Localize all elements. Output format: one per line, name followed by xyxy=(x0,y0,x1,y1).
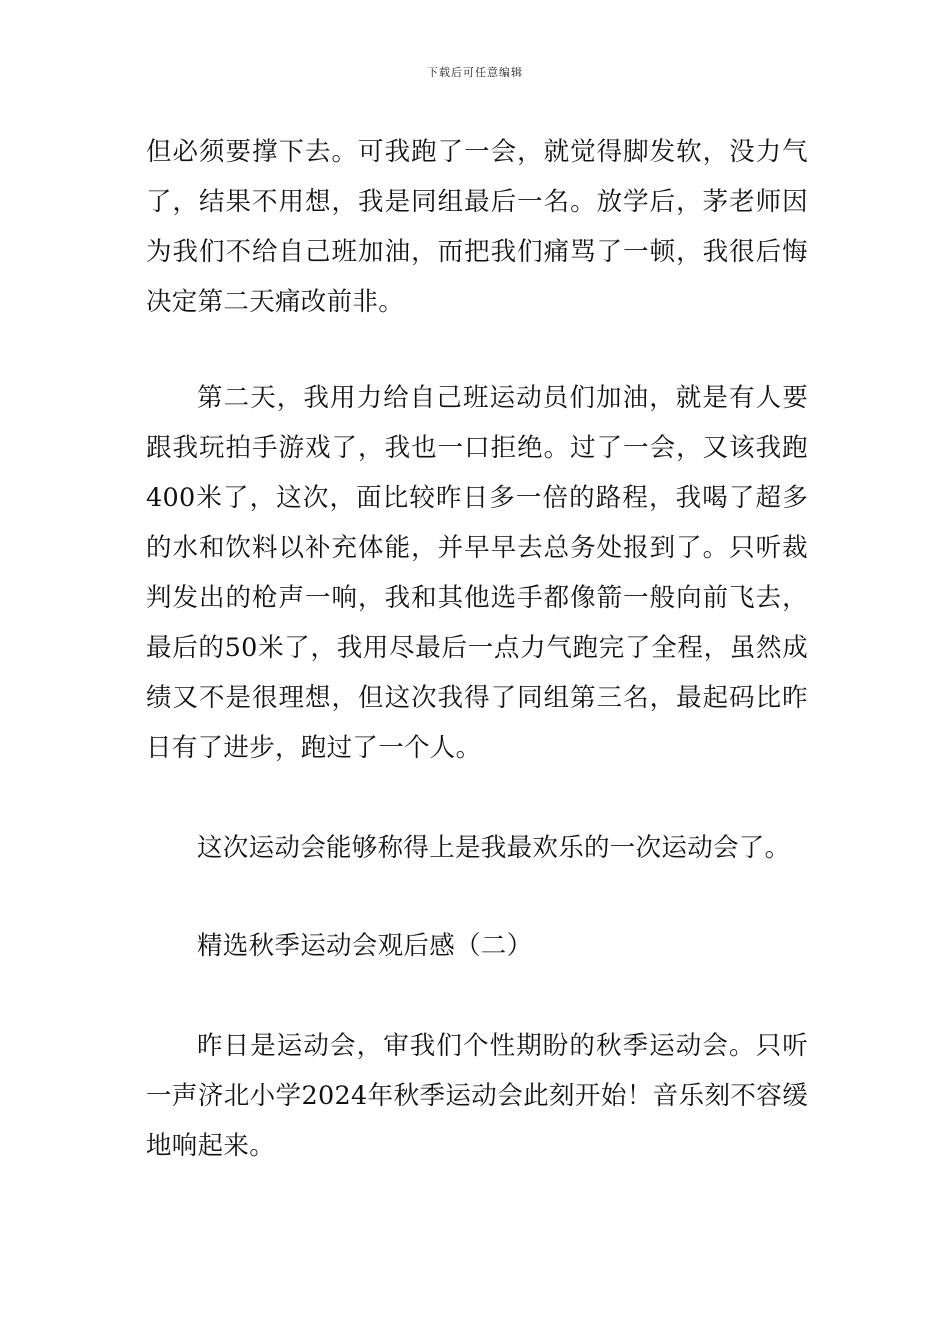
paragraph-intro: 昨日是运动会，审我们个性期盼的秋季运动会。只听一声济北小学2024年秋季运动会此刻开始！音乐刻不容缓地响起来。 xyxy=(146,1031,808,1161)
paragraph-summary: 这次运动会能够称得上是我最欢乐的一次运动会了。 xyxy=(197,833,791,863)
paragraph-continuation: 但必须要撑下去。可我跑了一会，就觉得脚发软，没力气了，结果不用想，我是同组最后一名。放学后，茅老师因为我们不给自己班加油，而把我们痛骂了一顿，我很后悔决定第二天痛改前非。 xyxy=(146,137,808,317)
paragraph-second-day: 第二天，我用力给自己班运动员们加油，就是有人要跟我玩拍手游戏了，我也一口拒绝。过了一会，又该我跑400米了，这次，面比较昨日多一倍的路程，我喝了超多的水和饮料以补充体能，并早早去总务处报到了。只听裁判发出的枪声一响，我和其他选手都像箭一般向前飞去，最后的50米了，我用尽最后一点力气跑完了全程，虽然成绩又不是很理想，但这次我得了同组第三名，最起码比昨日有了进步，跑过了一个人。 xyxy=(146,383,808,763)
section-heading: 精选秋季运动会观后感（二） xyxy=(197,931,533,961)
download-edit-note: 下载后可任意编辑 xyxy=(427,66,523,79)
